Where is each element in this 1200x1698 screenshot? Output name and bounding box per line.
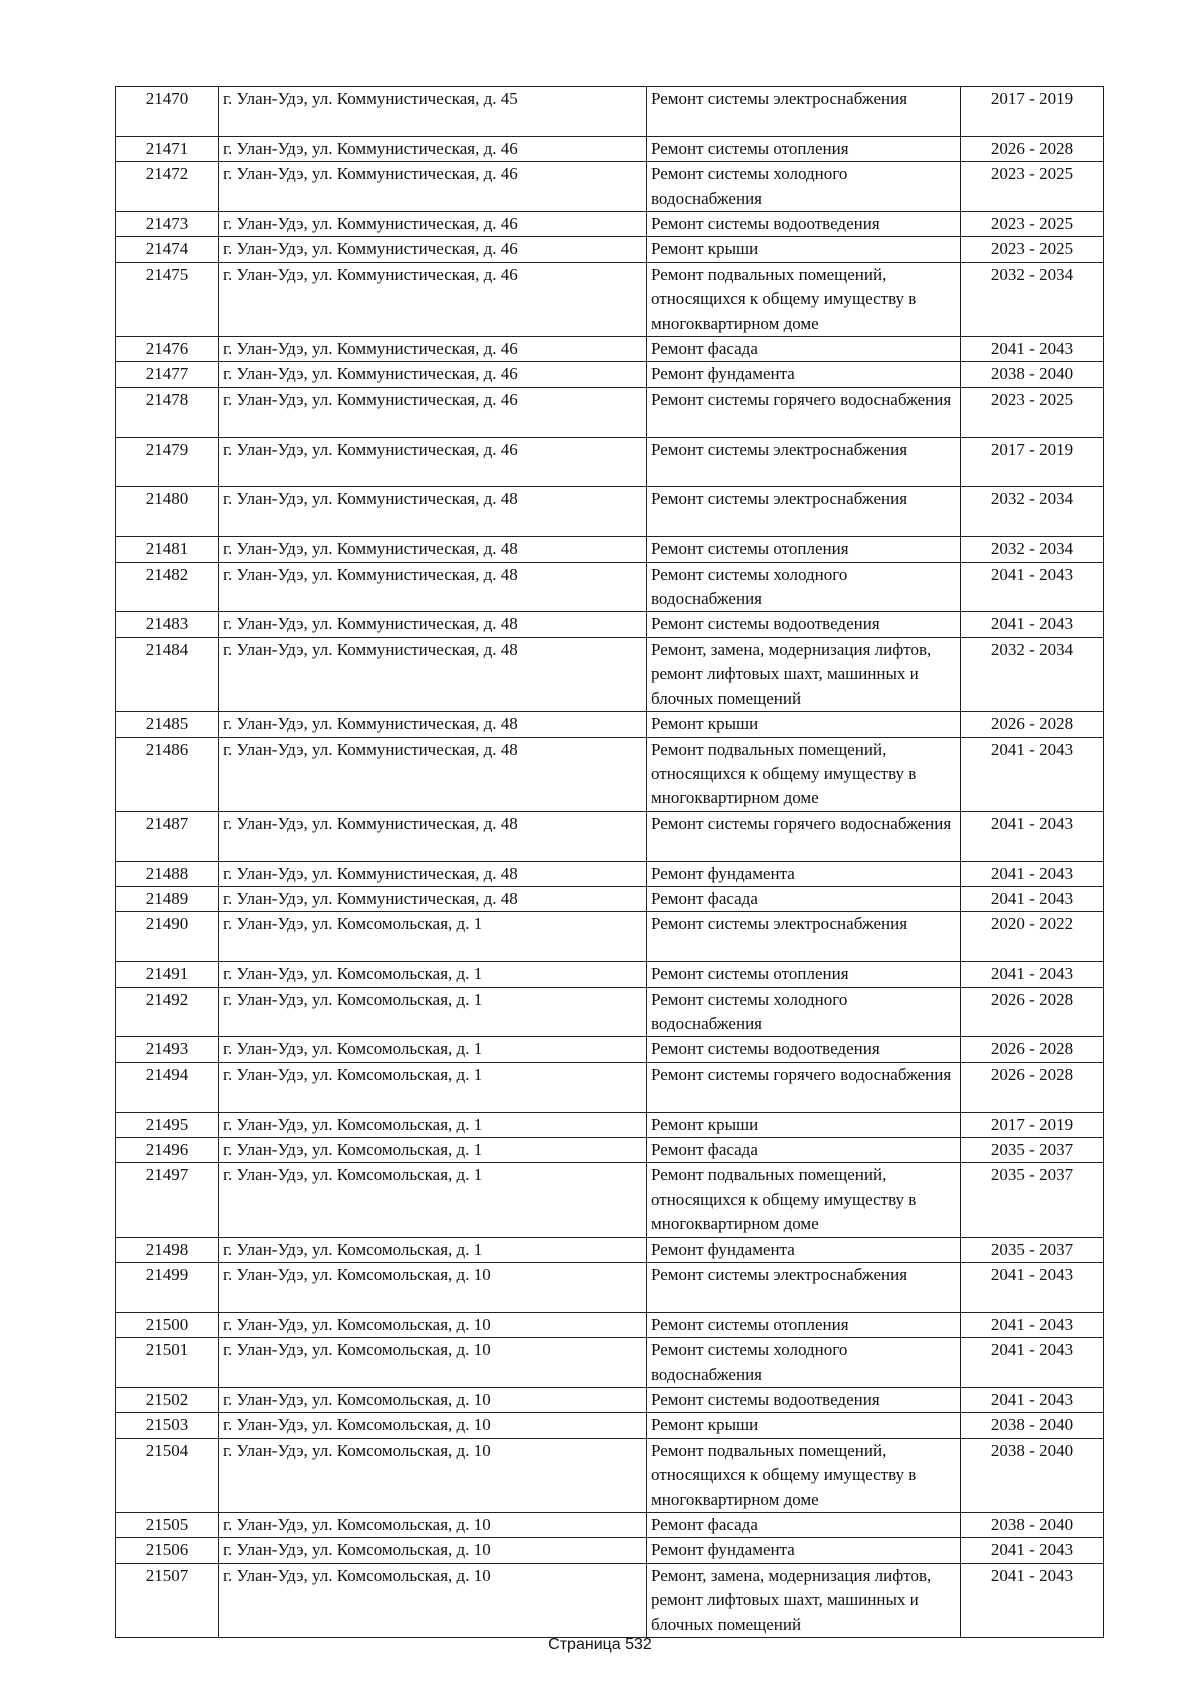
address-cell: г. Улан-Удэ, ул. Коммунистическая, д. 48: [219, 562, 647, 612]
period-cell: 2017 - 2019: [961, 437, 1104, 487]
period-cell: 2041 - 2043: [961, 1538, 1104, 1563]
row-number-cell: 21483: [116, 612, 219, 637]
table-row: [116, 1062, 1104, 1112]
work-type-cell: Ремонт подвальных помещений, относящихся к общему имуществу в многоквартирном доме: [647, 262, 961, 336]
work-type-cell: Ремонт системы водоотведения: [647, 1037, 961, 1062]
row-number-cell: 21470: [116, 87, 219, 137]
table-row: [116, 811, 1104, 861]
row-number-cell: 21484: [116, 637, 219, 711]
work-type-cell: Ремонт системы холодного водоснабжения: [647, 987, 961, 1037]
work-type-cell: Ремонт системы электроснабжения: [647, 87, 961, 137]
work-type-cell: Ремонт фасада: [647, 1513, 961, 1538]
period-cell: 2038 - 2040: [961, 362, 1104, 387]
address-cell: г. Улан-Удэ, ул. Комсомольская, д. 1: [219, 1062, 647, 1112]
work-type-cell: Ремонт подвальных помещений, относящихся к общему имуществу в многоквартирном доме: [647, 1163, 961, 1237]
period-cell: 2026 - 2028: [961, 1062, 1104, 1112]
row-number-cell: 21502: [116, 1388, 219, 1413]
work-type-cell: Ремонт подвальных помещений, относящихся к общему имуществу в многоквартирном доме: [647, 1438, 961, 1512]
row-number-cell: 21487: [116, 811, 219, 861]
period-cell: 2041 - 2043: [961, 612, 1104, 637]
table-row: [116, 612, 1104, 637]
table-row: [116, 1037, 1104, 1062]
row-number-cell: 21482: [116, 562, 219, 612]
table-body: [116, 87, 1104, 1638]
row-number-cell: 21479: [116, 437, 219, 487]
table-row: [116, 912, 1104, 962]
period-cell: 2032 - 2034: [961, 262, 1104, 336]
page-number: Страница 532: [548, 1636, 652, 1653]
work-type-cell: Ремонт системы водоотведения: [647, 212, 961, 237]
work-type-cell: Ремонт фундамента: [647, 362, 961, 387]
row-number-cell: 21506: [116, 1538, 219, 1563]
address-cell: г. Улан-Удэ, ул. Коммунистическая, д. 48: [219, 487, 647, 537]
period-cell: 2041 - 2043: [961, 337, 1104, 362]
period-cell: 2023 - 2025: [961, 212, 1104, 237]
row-number-cell: 21472: [116, 162, 219, 212]
period-cell: 2035 - 2037: [961, 1163, 1104, 1237]
address-cell: г. Улан-Удэ, ул. Коммунистическая, д. 46: [219, 136, 647, 161]
work-type-cell: Ремонт системы горячего водоснабжения: [647, 387, 961, 437]
table-row: [116, 737, 1104, 811]
row-number-cell: 21497: [116, 1163, 219, 1237]
row-number-cell: 21485: [116, 712, 219, 737]
work-type-cell: Ремонт системы отопления: [647, 1312, 961, 1337]
address-cell: г. Улан-Удэ, ул. Коммунистическая, д. 48: [219, 712, 647, 737]
work-type-cell: Ремонт фасада: [647, 337, 961, 362]
table-row: [116, 1513, 1104, 1538]
address-cell: г. Улан-Удэ, ул. Коммунистическая, д. 46: [219, 212, 647, 237]
address-cell: г. Улан-Удэ, ул. Комсомольская, д. 10: [219, 1312, 647, 1337]
row-number-cell: 21492: [116, 987, 219, 1037]
row-number-cell: 21496: [116, 1137, 219, 1162]
period-cell: 2035 - 2037: [961, 1237, 1104, 1262]
work-type-cell: Ремонт подвальных помещений, относящихся к общему имуществу в многоквартирном доме: [647, 737, 961, 811]
work-type-cell: Ремонт фундамента: [647, 861, 961, 886]
row-number-cell: 21473: [116, 212, 219, 237]
address-cell: г. Улан-Удэ, ул. Коммунистическая, д. 46: [219, 162, 647, 212]
address-cell: г. Улан-Удэ, ул. Комсомольская, д. 1: [219, 1163, 647, 1237]
work-type-cell: Ремонт системы электроснабжения: [647, 1262, 961, 1312]
work-type-cell: Ремонт фундамента: [647, 1237, 961, 1262]
work-type-cell: Ремонт системы отопления: [647, 962, 961, 987]
row-number-cell: 21503: [116, 1413, 219, 1438]
address-cell: г. Улан-Удэ, ул. Коммунистическая, д. 48: [219, 886, 647, 911]
work-type-cell: Ремонт, замена, модернизация лифтов, ремонт лифтовых шахт, машинных и блочных помещений: [647, 1563, 961, 1637]
row-number-cell: 21498: [116, 1237, 219, 1262]
row-number-cell: 21501: [116, 1338, 219, 1388]
period-cell: 2041 - 2043: [961, 861, 1104, 886]
table-row: [116, 886, 1104, 911]
table-row: [116, 1137, 1104, 1162]
table-row: [116, 136, 1104, 161]
table-row: [116, 562, 1104, 612]
work-type-cell: Ремонт системы холодного водоснабжения: [647, 1338, 961, 1388]
work-type-cell: Ремонт системы горячего водоснабжения: [647, 811, 961, 861]
address-cell: г. Улан-Удэ, ул. Комсомольская, д. 1: [219, 987, 647, 1037]
period-cell: 2041 - 2043: [961, 886, 1104, 911]
period-cell: 2017 - 2019: [961, 1112, 1104, 1137]
work-type-cell: Ремонт системы электроснабжения: [647, 437, 961, 487]
period-cell: 2038 - 2040: [961, 1513, 1104, 1538]
period-cell: 2026 - 2028: [961, 136, 1104, 161]
table-row: [116, 262, 1104, 336]
address-cell: г. Улан-Удэ, ул. Комсомольская, д. 10: [219, 1538, 647, 1563]
address-cell: г. Улан-Удэ, ул. Комсомольская, д. 10: [219, 1438, 647, 1512]
address-cell: г. Улан-Удэ, ул. Комсомольская, д. 10: [219, 1338, 647, 1388]
work-type-cell: Ремонт системы отопления: [647, 537, 961, 562]
work-type-cell: Ремонт системы электроснабжения: [647, 912, 961, 962]
work-type-cell: Ремонт, замена, модернизация лифтов, ремонт лифтовых шахт, машинных и блочных помещений: [647, 637, 961, 711]
table-row: [116, 637, 1104, 711]
table-row: [116, 537, 1104, 562]
work-type-cell: Ремонт крыши: [647, 712, 961, 737]
work-type-cell: Ремонт системы водоотведения: [647, 612, 961, 637]
address-cell: г. Улан-Удэ, ул. Коммунистическая, д. 48: [219, 537, 647, 562]
address-cell: г. Улан-Удэ, ул. Комсомольская, д. 1: [219, 1112, 647, 1137]
work-type-cell: Ремонт системы отопления: [647, 136, 961, 161]
address-cell: г. Улан-Удэ, ул. Комсомольская, д. 1: [219, 912, 647, 962]
row-number-cell: 21490: [116, 912, 219, 962]
period-cell: 2026 - 2028: [961, 1037, 1104, 1062]
period-cell: 2026 - 2028: [961, 712, 1104, 737]
work-type-cell: Ремонт системы электроснабжения: [647, 487, 961, 537]
table-row: [116, 87, 1104, 137]
address-cell: г. Улан-Удэ, ул. Коммунистическая, д. 46: [219, 237, 647, 262]
row-number-cell: 21499: [116, 1262, 219, 1312]
period-cell: 2041 - 2043: [961, 1563, 1104, 1637]
address-cell: г. Улан-Удэ, ул. Коммунистическая, д. 48: [219, 811, 647, 861]
period-cell: 2023 - 2025: [961, 162, 1104, 212]
period-cell: 2032 - 2034: [961, 537, 1104, 562]
address-cell: г. Улан-Удэ, ул. Комсомольская, д. 1: [219, 962, 647, 987]
row-number-cell: 21478: [116, 387, 219, 437]
work-type-cell: Ремонт крыши: [647, 237, 961, 262]
table-row: [116, 1262, 1104, 1312]
row-number-cell: 21507: [116, 1563, 219, 1637]
work-type-cell: Ремонт фасада: [647, 886, 961, 911]
row-number-cell: 21477: [116, 362, 219, 387]
repair-schedule-table: [115, 86, 1104, 1638]
table-row: [116, 337, 1104, 362]
table-row: [116, 861, 1104, 886]
period-cell: 2035 - 2037: [961, 1137, 1104, 1162]
table-row: [116, 962, 1104, 987]
table-row: [116, 1312, 1104, 1337]
period-cell: 2032 - 2034: [961, 487, 1104, 537]
address-cell: г. Улан-Удэ, ул. Коммунистическая, д. 46: [219, 337, 647, 362]
period-cell: 2032 - 2034: [961, 637, 1104, 711]
address-cell: г. Улан-Удэ, ул. Коммунистическая, д. 46: [219, 387, 647, 437]
address-cell: г. Улан-Удэ, ул. Коммунистическая, д. 45: [219, 87, 647, 137]
address-cell: г. Улан-Удэ, ул. Комсомольская, д. 1: [219, 1037, 647, 1062]
row-number-cell: 21480: [116, 487, 219, 537]
work-type-cell: Ремонт системы холодного водоснабжения: [647, 562, 961, 612]
period-cell: 2041 - 2043: [961, 562, 1104, 612]
row-number-cell: 21476: [116, 337, 219, 362]
address-cell: г. Улан-Удэ, ул. Комсомольская, д. 10: [219, 1413, 647, 1438]
table-row: [116, 487, 1104, 537]
address-cell: г. Улан-Удэ, ул. Комсомольская, д. 10: [219, 1262, 647, 1312]
row-number-cell: 21486: [116, 737, 219, 811]
table-row: [116, 1388, 1104, 1413]
table-row: [116, 1563, 1104, 1637]
period-cell: 2017 - 2019: [961, 87, 1104, 137]
address-cell: г. Улан-Удэ, ул. Комсомольская, д. 1: [219, 1237, 647, 1262]
address-cell: г. Улан-Удэ, ул. Коммунистическая, д. 48: [219, 637, 647, 711]
period-cell: 2020 - 2022: [961, 912, 1104, 962]
address-cell: г. Улан-Удэ, ул. Коммунистическая, д. 48: [219, 737, 647, 811]
period-cell: 2041 - 2043: [961, 1388, 1104, 1413]
period-cell: 2041 - 2043: [961, 1262, 1104, 1312]
address-cell: г. Улан-Удэ, ул. Комсомольская, д. 10: [219, 1563, 647, 1637]
address-cell: г. Улан-Удэ, ул. Коммунистическая, д. 46: [219, 437, 647, 487]
period-cell: 2026 - 2028: [961, 987, 1104, 1037]
work-type-cell: Ремонт фундамента: [647, 1538, 961, 1563]
row-number-cell: 21505: [116, 1513, 219, 1538]
table-row: [116, 987, 1104, 1037]
period-cell: 2038 - 2040: [961, 1438, 1104, 1512]
period-cell: 2023 - 2025: [961, 387, 1104, 437]
table-row: [116, 1438, 1104, 1512]
period-cell: 2041 - 2043: [961, 1338, 1104, 1388]
table-row: [116, 362, 1104, 387]
table-row: [116, 712, 1104, 737]
row-number-cell: 21475: [116, 262, 219, 336]
row-number-cell: 21481: [116, 537, 219, 562]
work-type-cell: Ремонт фасада: [647, 1137, 961, 1162]
work-type-cell: Ремонт системы холодного водоснабжения: [647, 162, 961, 212]
row-number-cell: 21493: [116, 1037, 219, 1062]
row-number-cell: 21488: [116, 861, 219, 886]
period-cell: 2038 - 2040: [961, 1413, 1104, 1438]
period-cell: 2023 - 2025: [961, 237, 1104, 262]
table-row: [116, 212, 1104, 237]
period-cell: 2041 - 2043: [961, 737, 1104, 811]
table-row: [116, 437, 1104, 487]
document-page: [115, 86, 1103, 1638]
row-number-cell: 21500: [116, 1312, 219, 1337]
row-number-cell: 21489: [116, 886, 219, 911]
address-cell: г. Улан-Удэ, ул. Комсомольская, д. 10: [219, 1513, 647, 1538]
table-row: [116, 1413, 1104, 1438]
table-row: [116, 1112, 1104, 1137]
period-cell: 2041 - 2043: [961, 1312, 1104, 1337]
table-row: [116, 1237, 1104, 1262]
address-cell: г. Улан-Удэ, ул. Комсомольская, д. 10: [219, 1388, 647, 1413]
table-row: [116, 1163, 1104, 1237]
row-number-cell: 21491: [116, 962, 219, 987]
row-number-cell: 21495: [116, 1112, 219, 1137]
address-cell: г. Улан-Удэ, ул. Коммунистическая, д. 48: [219, 861, 647, 886]
table-row: [116, 1338, 1104, 1388]
work-type-cell: Ремонт системы водоотведения: [647, 1388, 961, 1413]
address-cell: г. Улан-Удэ, ул. Комсомольская, д. 1: [219, 1137, 647, 1162]
row-number-cell: 21474: [116, 237, 219, 262]
work-type-cell: Ремонт системы горячего водоснабжения: [647, 1062, 961, 1112]
work-type-cell: Ремонт крыши: [647, 1112, 961, 1137]
address-cell: г. Улан-Удэ, ул. Коммунистическая, д. 48: [219, 612, 647, 637]
table-row: [116, 162, 1104, 212]
period-cell: 2041 - 2043: [961, 811, 1104, 861]
period-cell: 2041 - 2043: [961, 962, 1104, 987]
address-cell: г. Улан-Удэ, ул. Коммунистическая, д. 46: [219, 362, 647, 387]
row-number-cell: 21504: [116, 1438, 219, 1512]
address-cell: г. Улан-Удэ, ул. Коммунистическая, д. 46: [219, 262, 647, 336]
work-type-cell: Ремонт крыши: [647, 1413, 961, 1438]
table-row: [116, 237, 1104, 262]
table-row: [116, 1538, 1104, 1563]
row-number-cell: 21494: [116, 1062, 219, 1112]
table-row: [116, 387, 1104, 437]
row-number-cell: 21471: [116, 136, 219, 161]
